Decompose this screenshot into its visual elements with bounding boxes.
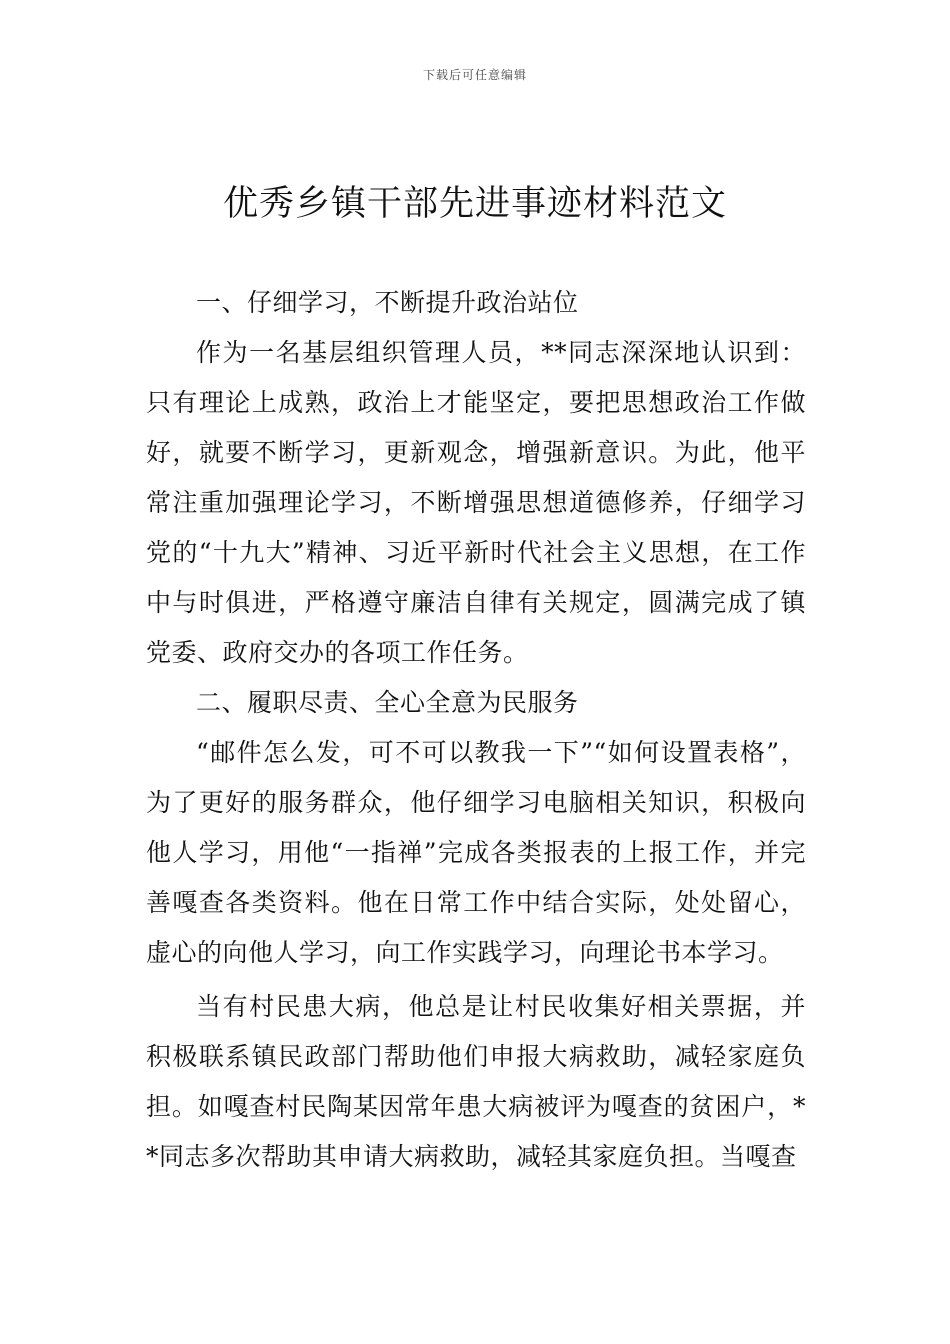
body-paragraph-2: “邮件怎么发，可不可以教我一下”“如何设置表格”，为了更好的服务群众，他仔细学习电脑相关知识，积极向他人学习，用他“一指禅”完成各类报表的上报工作，并完善嘎查各类资料。他在日常工作中结合实际，处处留心，虚心的向他人学习，向工作实践学习，向理论书本学习。 xyxy=(146,738,806,967)
section-heading-1: 一、仔细学习，不断提升政治站位 xyxy=(196,288,579,317)
body-paragraph-3: 当有村民患大病，他总是让村民收集好相关票据，并积极联系镇民政部门帮助他们申报大病救助，减轻家庭负担。如嘎查村民陶某因常年患大病被评为嘎查的贫困户，**同志多次帮助其申请大病救助，减轻其家庭负担。当嘎查 xyxy=(146,992,806,1171)
body-paragraph-1: 作为一名基层组织管理人员，**同志深深地认识到：只有理论上成熟，政治上才能坚定，要把思想政治工作做好，就要不断学习，更新观念，增强新意识。为此，他平常注重加强理论学习，不断增强思想道德修养，仔细学习党的“十九大”精神、习近平新时代社会主义思想，在工作中与时俱进，严格遵守廉洁自律有关规定，圆满完成了镇党委、政府交办的各项工作任务。 xyxy=(146,338,806,667)
section-heading-2: 二、履职尽责、全心全意为民服务 xyxy=(196,688,579,717)
document-title: 优秀乡镇干部先进事迹材料范文 xyxy=(222,184,727,224)
document-body xyxy=(146,278,806,1182)
header-note: 下载后可任意编辑 xyxy=(422,68,527,82)
